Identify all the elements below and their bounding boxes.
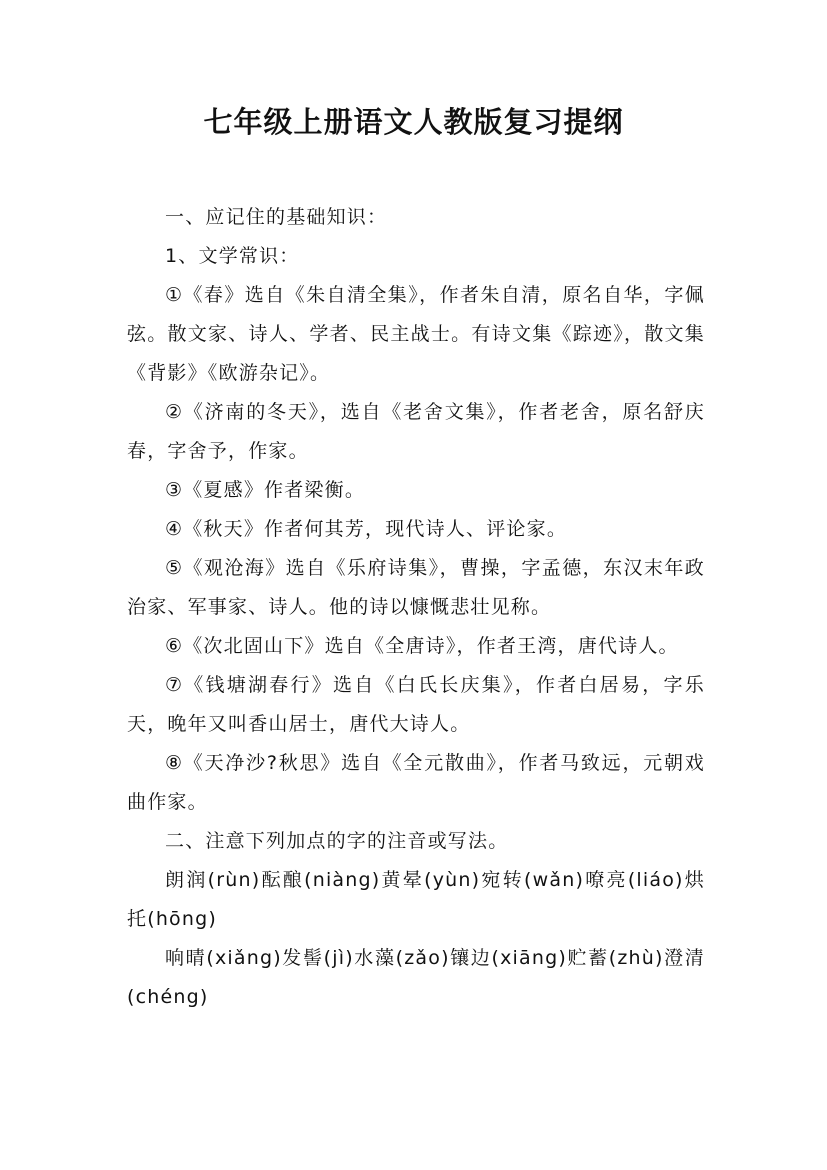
- list-item-qiu-tian: ④《秋天》作者何其芳，现代诗人、评论家。: [165, 518, 568, 540]
- document-body: [127, 198, 705, 1017]
- list-item-qian-tang-hu: ⑦《钱塘湖春行》选自《白氏长庆集》，作者白居易，字乐天，晚年又叫香山居士，唐代大诗人。: [127, 674, 705, 735]
- list-item-tian-jing-sha: ⑧《天净沙?秋思》选自《全元散曲》，作者马致远，元朝戏曲作家。: [127, 752, 705, 813]
- section-heading-basic-knowledge: 一、应记住的基础知识：: [165, 206, 388, 228]
- subsection-heading-literary-knowledge: 1、文学常识：: [165, 245, 300, 267]
- document-title: 七年级上册语文人教版复习提纲: [203, 105, 624, 139]
- pinyin-line-1: 朗润(rùn)酝酿(niàng)黄晕(yùn)宛转(wǎn)嘹亮(liáo)烘托(hōng): [127, 869, 705, 930]
- pinyin-line-2: 响晴(xiǎng)发髻(jì)水藻(zǎo)镶边(xiāng)贮蓄(zhù)澄清(chéng): [127, 947, 705, 1008]
- list-item-chun: ①《春》选自《朱自清全集》，作者朱自清，原名自华，字佩弦。散文家、诗人、学者、民主战士。有诗文集《踪迹》，散文集《背影》《欧游杂记》。: [127, 284, 705, 384]
- list-item-xia-gan: ③《夏感》作者梁衡。: [165, 479, 366, 501]
- list-item-ci-bei-gu-shan: ⑥《次北固山下》选自《全唐诗》，作者王湾，唐代诗人。: [165, 635, 679, 657]
- section-heading-pronunciation: 二、注意下列加点的字的注音或写法。: [165, 830, 509, 852]
- list-item-guan-cang-hai: ⑤《观沧海》选自《乐府诗集》，曹操，字孟德，东汉末年政治家、军事家、诗人。他的诗以慷慨悲壮见称。: [127, 557, 705, 618]
- list-item-jinan-winter: ②《济南的冬天》，选自《老舍文集》，作者老舍，原名舒庆春，字舍予，作家。: [127, 401, 705, 462]
